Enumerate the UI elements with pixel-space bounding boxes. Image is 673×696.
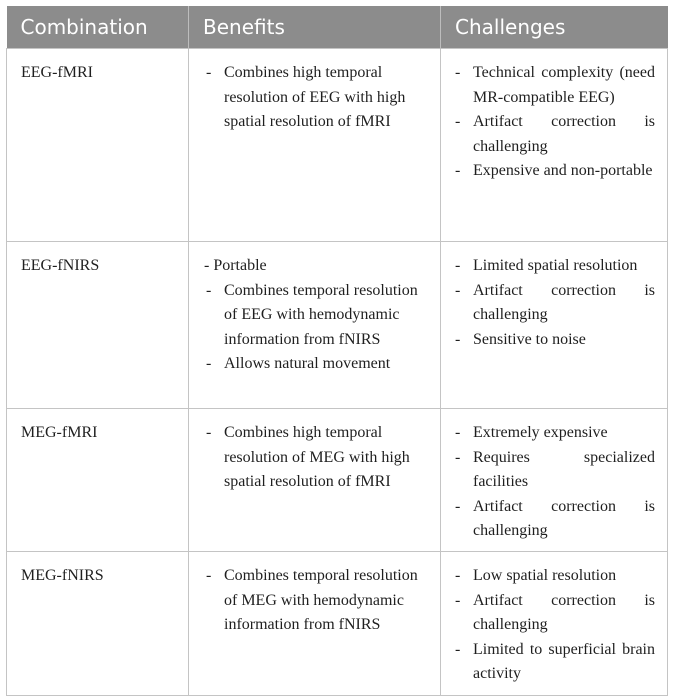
header-row	[7, 6, 668, 49]
benefit-item: - Allows natural movement	[206, 352, 428, 377]
benefit-item: - Combines high temporal resolution of EEG with high spatial resolution of fMRI	[206, 61, 428, 135]
benefits-cell	[189, 552, 441, 696]
combination-cell: EEG-fNIRS	[7, 242, 189, 409]
comparison-table	[6, 6, 668, 696]
challenges-list	[455, 61, 655, 184]
challenge-item: - Limited to superficial brain activity	[455, 638, 655, 687]
challenges-list	[455, 421, 655, 544]
challenges-cell	[441, 49, 668, 242]
challenge-item: - Extremely expensive	[455, 421, 655, 446]
challenges-cell	[441, 552, 668, 696]
table-body	[7, 49, 668, 696]
header-combination: Combination	[7, 6, 189, 49]
challenge-item: - Limited spatial resolution	[455, 254, 655, 279]
table-row	[7, 552, 668, 696]
challenge-item: - Artifact correction is challenging	[455, 279, 655, 328]
benefit-item: - Combines temporal resolution of EEG with hemodynamic information from fNIRS	[206, 279, 428, 353]
combination-cell: MEG-fNIRS	[7, 552, 189, 696]
challenges-cell	[441, 409, 668, 552]
table-row	[7, 49, 668, 242]
challenge-item: - Expensive and non-portable	[455, 159, 655, 184]
challenge-item: - Technical complexity (need MR-compatible EEG)	[455, 61, 655, 110]
challenge-item: - Low spatial resolution	[455, 564, 655, 589]
benefits-cell	[189, 49, 441, 242]
challenge-item: - Artifact correction is challenging	[455, 110, 655, 159]
combination-cell: EEG-fMRI	[7, 49, 189, 242]
challenge-item: - Artifact correction is challenging	[455, 495, 655, 544]
challenges-list	[455, 564, 655, 687]
benefit-item: - Combines temporal resolution of MEG with hemodynamic information from fNIRS	[206, 564, 428, 638]
benefits-cell	[189, 409, 441, 552]
benefit-item: - Combines high temporal resolution of MEG with high spatial resolution of fMRI	[206, 421, 428, 495]
benefits-list	[203, 564, 428, 638]
challenges-list	[455, 254, 655, 352]
combination-cell: MEG-fMRI	[7, 409, 189, 552]
challenge-item: - Sensitive to noise	[455, 328, 655, 353]
header-challenges: Challenges	[441, 6, 668, 49]
challenges-cell	[441, 242, 668, 409]
benefits-list	[203, 421, 428, 495]
benefits-list	[203, 61, 428, 135]
benefit-lead-item: - Portable	[204, 257, 267, 274]
table-row	[7, 242, 668, 409]
header-benefits: Benefits	[189, 6, 441, 49]
challenge-item: - Requires specialized facilities	[455, 446, 655, 495]
table-header	[7, 6, 668, 49]
table-row	[7, 409, 668, 552]
challenge-item: - Artifact correction is challenging	[455, 589, 655, 638]
benefits-list	[203, 279, 428, 377]
benefits-cell	[189, 242, 441, 409]
